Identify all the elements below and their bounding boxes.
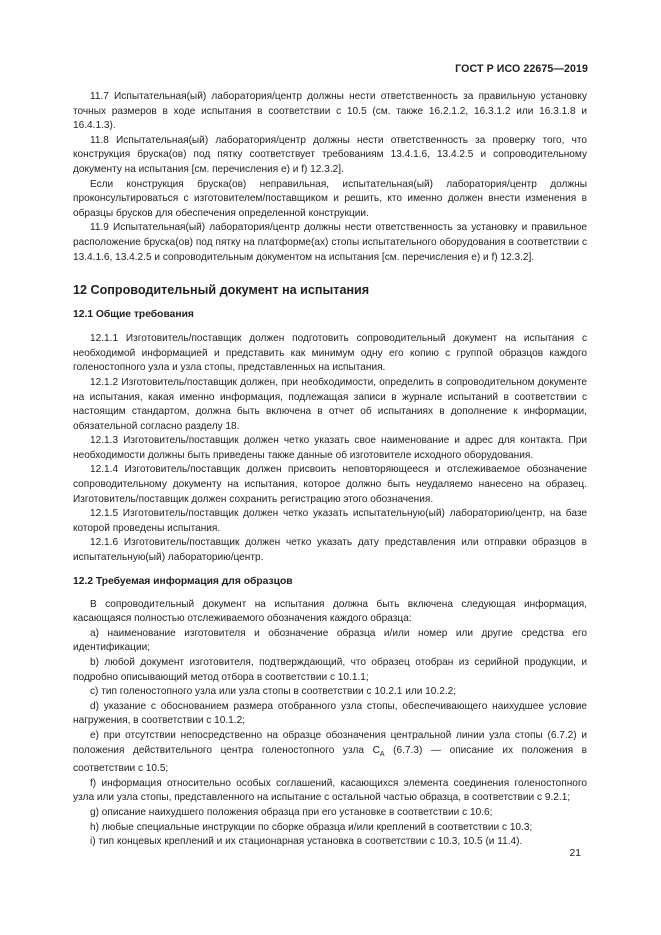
list-item-e-text-start: e) при отсутствии непосредственно на образце обозначения центральной линии узла стопы (6.7.2) и положения действительного центра голеностопного узла C — [73, 729, 587, 756]
page-number: 21 — [569, 848, 581, 859]
document-header: ГОСТ Р ИСО 22675—2019 — [455, 63, 588, 75]
list-item-g: g) описание наихудшего положения образца при его установке в соответствии с 10.6; — [90, 806, 493, 818]
paragraph-12-1-1: 12.1.1 Изготовитель/поставщик должен подготовить сопроводительный документ на испытания с необходимой информацией и представить как минимум одну его копию с группой образцов каждого голеностопного узла и узла стопы, представленных на испытания. — [73, 333, 587, 374]
list-item-e-text-end: (6.7.3) — описание их положения в соответствии с 10.5; — [73, 744, 588, 775]
list-item-i: i) тип концевых креплений и их стационарная установка в соответствии с 10.3, 10.5 (и 11.4). — [90, 836, 523, 848]
paragraph-11-7: 11.7 Испытательная(ый) лаборатория/центр должны нести ответственность за правильную установку точных размеров в ходе испытания в соответствии с 10.5 (см. также 16.2.1.2, 16.3.1.2 или 16.3.1.8 и 16.4.1.3). — [73, 91, 587, 132]
paragraph-12-1-4: 12.1.4 Изготовитель/поставщик должен присвоить неповторяющееся и отслеживаемое обозначение сопроводительному документу на испытания, которое должно быть неудаляемо нанесено на образец. Изготовитель/поставщик должен сохранить регистрацию этого обозначения. — [73, 464, 587, 505]
list-item-e — [73, 729, 587, 777]
list-item-h: h) любые специальные инструкции по сборке образца и/или креплений в соответствии с 10.3; — [90, 821, 533, 833]
paragraph-12-2-intro: В сопроводительный документ на испытания должна быть включена следующая информация, касающаяся полностью отслеживаемого обозначения каждого образца: — [73, 598, 587, 625]
paragraph-11-8-note: Если конструкция бруска(ов) неправильная, испытательная(ый) лаборатория/центр должны проконсультироваться с изготовителем/поставщиком и решить, кто именно должен внести изменения в образцы брусков для обеспечения определенной конструкции. — [73, 178, 587, 219]
paragraph-12-1-3: 12.1.3 Изготовитель/поставщик должен четко указать свое наименование и адрес для контакта. При необходимости должны быть приведены также данные об изготовителе исходного оборудования. — [73, 435, 587, 461]
subsection-heading-12-2: 12.2 Требуемая информация для образцов — [73, 575, 293, 587]
list-item-a: а) наименование изготовителя и обозначение образца и/или номер или другие средства его идентификации; — [73, 627, 587, 654]
paragraph-11-9: 11.9 Испытательная(ый) лаборатория/центр должны нести ответственность за установку и правильное расположение бруска(ов) под пятку на платформе(ах) стопы испытательного оборудования в соответствии с 13.4.1.6, 13.4.2.5 и сопроводительным документом на испытания [см. перечисления е) и f) 12.3.2]. — [73, 222, 587, 263]
paragraph-11-8: 11.8 Испытательная(ый) лаборатория/центр должны нести ответственность за проверку того, что конструкция бруска(ов) под пятку соответствует требованиям 13.4.1.6, 13.4.2.5 и сопроводительному документу на испытания [см. перечисления е) и f) 12.3.2]. — [73, 134, 587, 175]
page-body — [73, 90, 587, 850]
paragraph-12-1-5: 12.1.5 Изготовитель/поставщик должен четко указать испытательную(ый) лабораторию/центр, на базе которой проведены испытания. — [73, 508, 587, 534]
subsection-heading-12-1: 12.1 Общие требования — [73, 309, 194, 321]
list-item-b: b) любой документ изготовителя, подтверждающий, что образец отобран из серийной продукции, и подробно описывающий метод отбора в соответствии с 10.1.1; — [73, 657, 587, 683]
paragraph-12-1-2: 12.1.2 Изготовитель/поставщик должен, при необходимости, определить в сопроводительном документе на испытания, какая именно информация, подлежащая записи в журнале испытаний в соответствии с настоящим стандартом, должна быть включена в отчет об испытаниях в дополнение к информации, обязательной согласно разделу 18. — [73, 376, 587, 432]
list-item-c: c) тип голеностопного узла или узла стопы в соответствии с 10.2.1 или 10.2.2; — [90, 686, 457, 698]
list-item-d: d) указание с обоснованием размера отобранного узла стопы, обеспечивающего наихудшее условие нагружения, в соответствии с 10.1.2; — [73, 700, 587, 727]
list-item-f: f) информация относительно особых соглашений, касающихся элемента соединения голеностопного узла или узла стопы, представленного на испытание с остальной частью образца, в соответствии с 9.2.1; — [73, 777, 587, 804]
paragraph-12-1-6: 12.1.6 Изготовитель/поставщик должен четко указать дату представления или отправки образцов в испытательную(ый) лабораторию/центр. — [73, 537, 587, 564]
section-heading-12: 12 Сопроводительный документ на испытания — [73, 283, 370, 298]
list-item-e-subscript: A — [379, 750, 385, 758]
